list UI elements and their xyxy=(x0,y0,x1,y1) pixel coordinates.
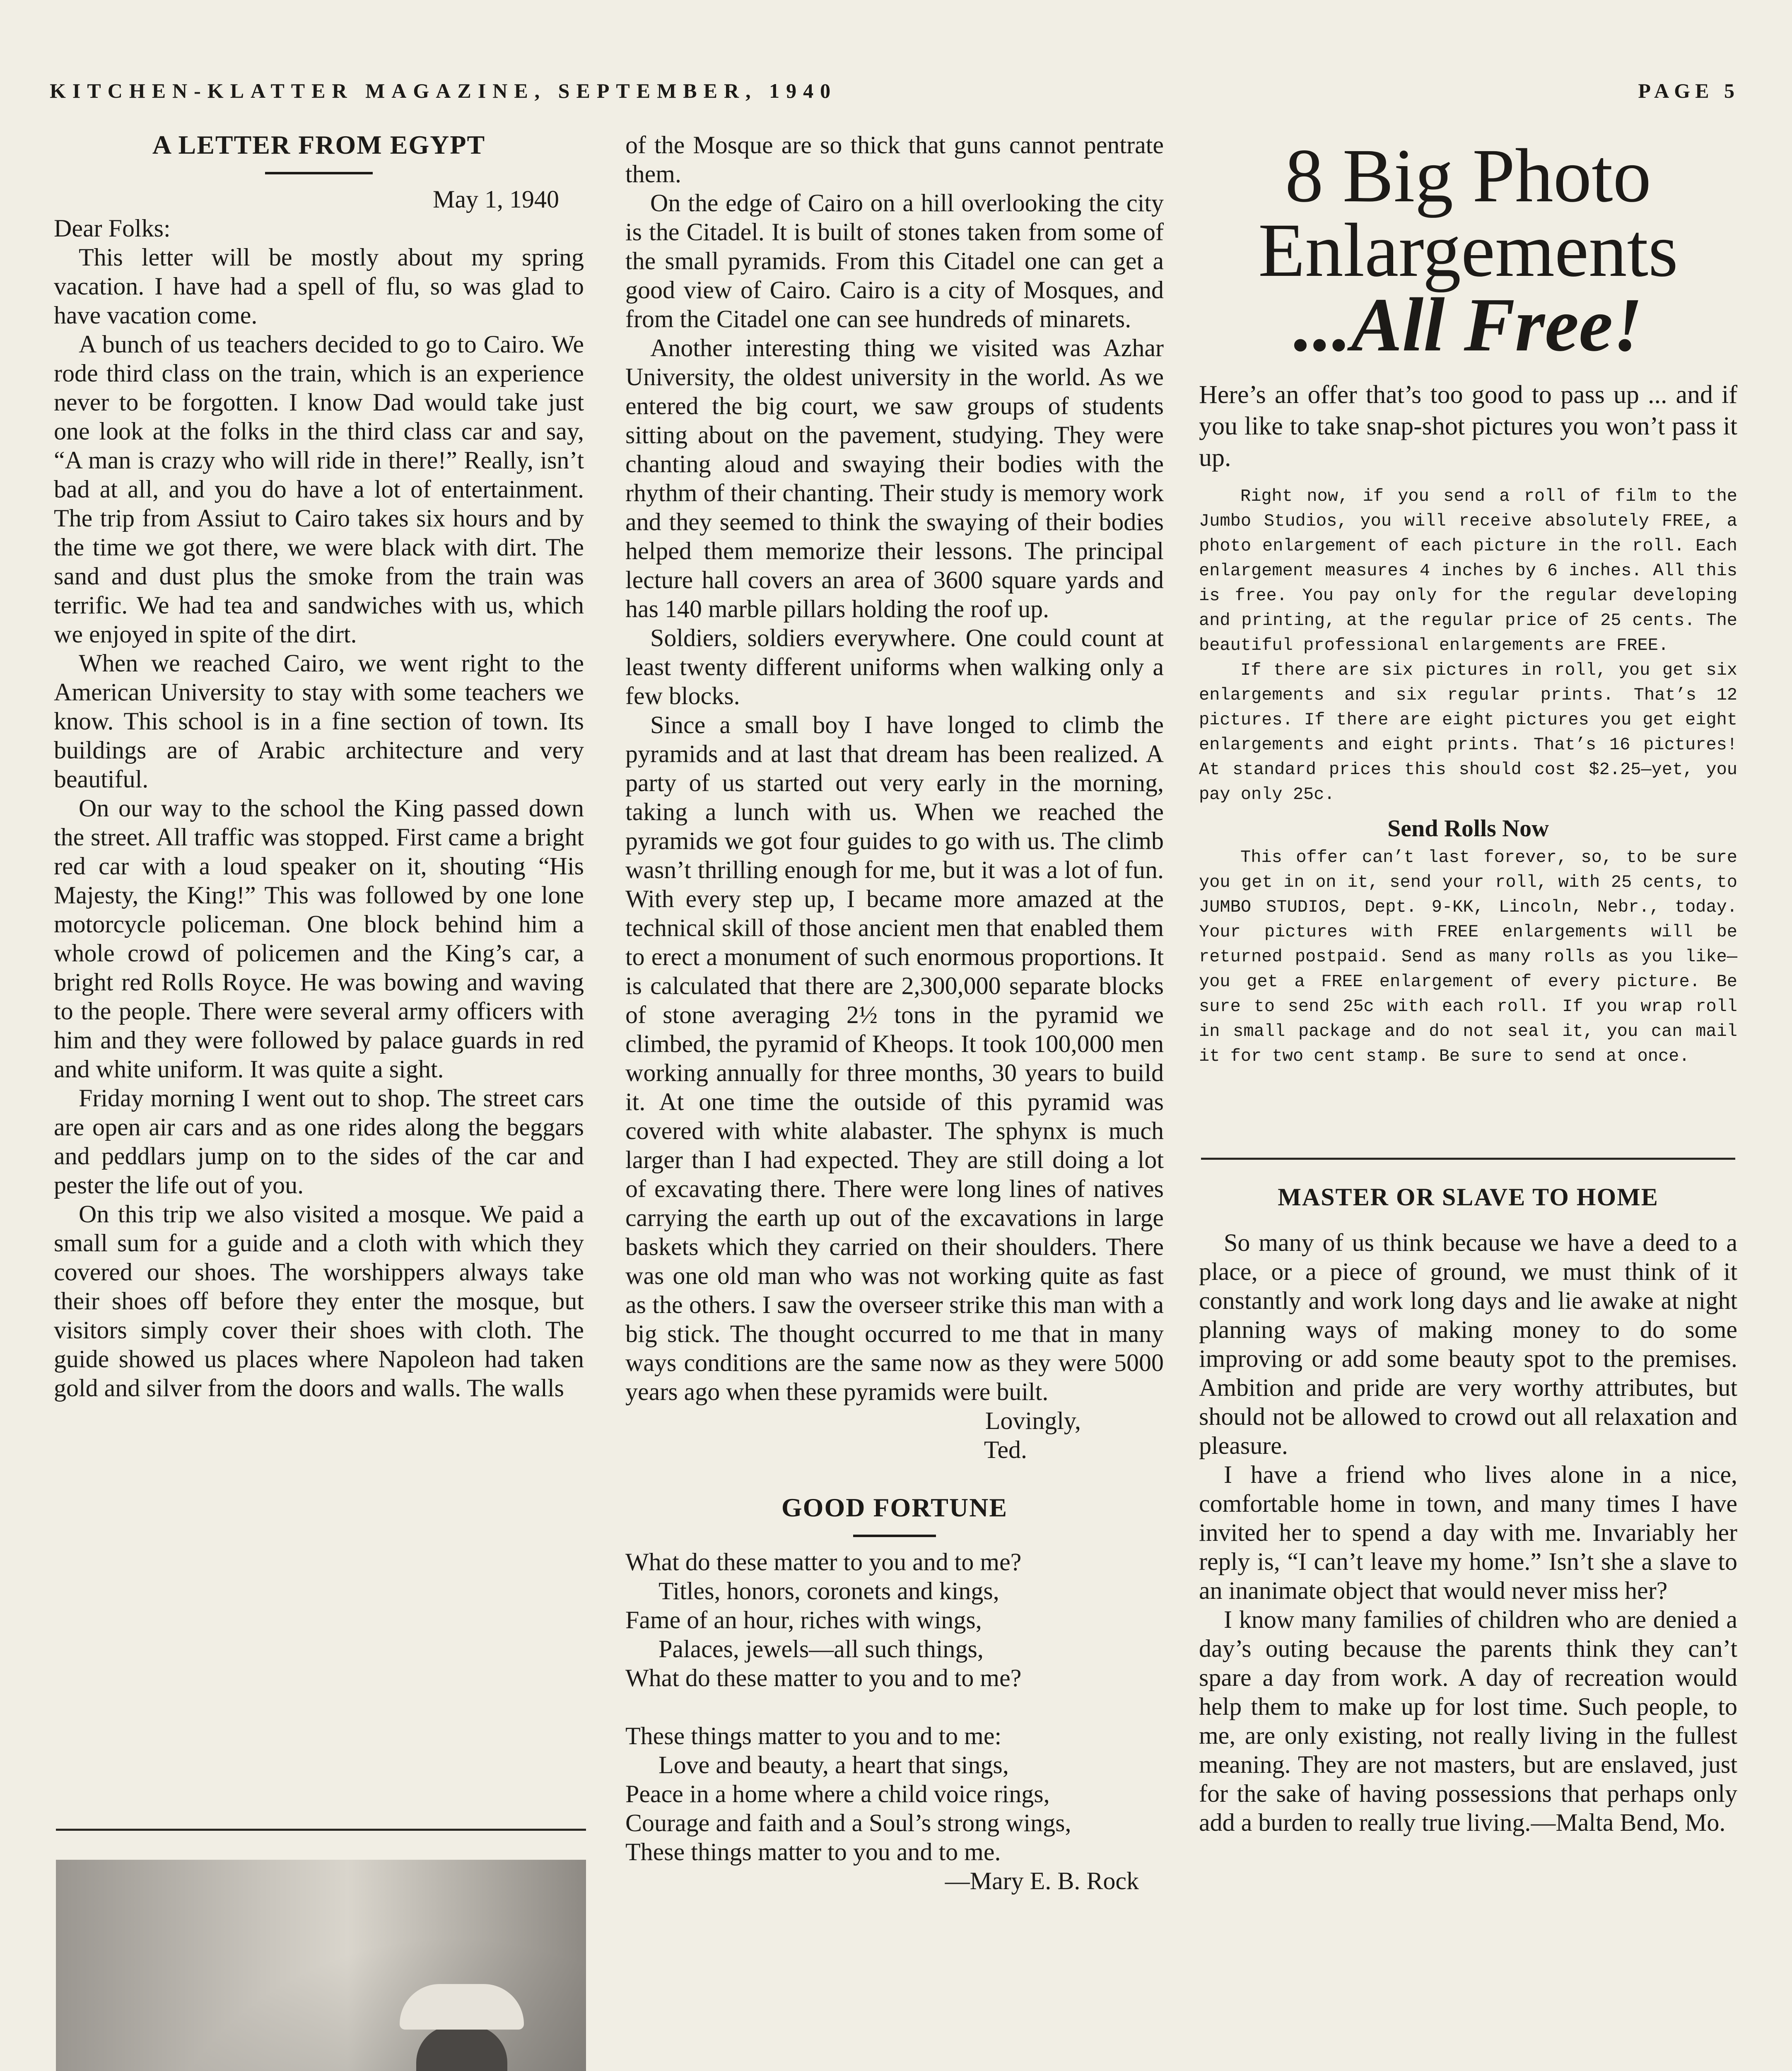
photo-shadow xyxy=(56,1860,586,2071)
photo-ad-paragraph: If there are six pictures in roll, you get six enlargements and six regular prints. That’s 12 pictures. If there are eight pictures you get eight enlargements and eight prints. That’s 16 pictures! At standard prices this should cost $2.25—yet, you pay only 25c. xyxy=(1199,660,1737,804)
column-3 xyxy=(1199,130,1737,1069)
photo-ad-paragraph: This offer can’t last forever, so, to be sure you get in on it, send your roll, with 25 cents, to JUMBO STUDIOS, Dept. 9-KK, Lincoln, Nebr., today. Your pictures with FREE enlargements will be returned postpaid. Send as many rolls as you like—you get a FREE enlargement of every picture. Be sure to send 25c with each roll. If you wrap roll in small package and do not seal it, you can mail it for two cent stamp. Be sure to send at once. xyxy=(1199,847,1737,1066)
letter-paragraph: On this trip we also visited a mosque. We paid a small sum for a guide and a cloth with which they covered our shoes. The worshippers always take their shoes off before they enter the mosque, but visitors simply cover their shoes with cloth. The guide showed us places where Napoleon had taken gold and silver from the doors and walls. The walls xyxy=(54,1200,584,1402)
photo-ad-body xyxy=(1199,484,1737,1069)
photo-ad-headline-2: Enlargements xyxy=(1258,208,1678,293)
letter-paragraph: On our way to the school the King passed down the street. All traffic was stopped. First came a bright red car with a loud speaker on it, shouting “His Majesty, the King!” This was followed by one lone motorcycle policeman. One block behind him a whole crowd of policemen and the King’s car, a bright red Rolls Royce. He was bowing and waving to the people. There were several army officers with him and they were followed by palace guards in red and white uniform. It was quite a sight. xyxy=(54,794,584,1083)
poem-line: Palaces, jewels—all such things, xyxy=(658,1635,984,1663)
masthead: KITCHEN-KLATTER MAGAZINE, SEPTEMBER, 1940 xyxy=(50,79,837,102)
master-paragraph: I have a friend who lives alone in a nice, comfortable home in town, and many times I have invited her to spend a day with me. Invariably her reply is, “I can’t leave my home.” Isn’t she a slave to an inanimate object that would never miss her? xyxy=(1199,1461,1737,1604)
letter-date: May 1, 1940 xyxy=(433,186,559,213)
poem-line: These things matter to you and to me. xyxy=(625,1838,1001,1866)
photo-ad-lead: Here’s an offer that’s too good to pass up ... and if you like to take snap-shot pictures you won’t pass it up. xyxy=(1199,381,1737,472)
letter-paragraph: On the edge of Cairo on a hill overlooking the city is the Citadel. It is built of stones taken from some of the small pyramids. From this Citadel one can get a good view of Cairo. Cairo is a city of Mosques, and from the Citadel one can see hundreds of minarets. xyxy=(625,189,1164,333)
photo-divider xyxy=(56,1829,586,1831)
letter-paragraph: A bunch of us teachers decided to go to Cairo. We rode third class on the train, which is an experience never to be forgotten. I know Dad would take just one look at the folks in the third class car and say, “A man is crazy who will ride in there!” Really, isn’t bad at all, and you do have a lot of entertainment. The trip from Assiut to Cairo takes six hours and by the time we got there, we were black with dirt. The sand and dust plus the smoke from the train was terrific. We had tea and sandwiches with us, which we enjoyed in spite of the dirt. xyxy=(54,331,584,648)
letter-paragraph: When we reached Cairo, we went right to the American University to stay with some teachers we know. This school is in a fine section of town. Its buildings are of Arabic architecture and very beautiful. xyxy=(54,649,584,793)
letter-salutation: Dear Folks: xyxy=(54,215,171,242)
letter-closing: Lovingly, xyxy=(985,1407,1081,1434)
letter-paragraph: Soldiers, soldiers everywhere. One could count at least twenty different uniforms when walking only a few blocks. xyxy=(625,624,1164,710)
master-paragraph: So many of us think because we have a deed to a place, or a piece of ground, we must think of it constantly and work long days and lie awake at night planning ways of making money to do some improving or add some beauty spot to the premises. Ambition and pride are very worthy attributes, but should not be allowed to crowd out all relaxation and pleasure. xyxy=(1199,1229,1737,1459)
letter-title: A LETTER FROM EGYPT xyxy=(152,130,486,159)
poem-line: Fame of an hour, riches with wings, xyxy=(625,1606,982,1634)
poem-line: These things matter to you and to me: xyxy=(625,1722,1002,1750)
title-divider xyxy=(265,172,373,174)
master-paragraph: I know many families of children who are denied a day’s outing because the parents think they can’t spare a day from work. A day of recreation would help them to make up for lost time. Such people, to me, are only existing, not really living in the fullest meaning. They are not masters, but are enslaved, just for the sake of having possessions that perhaps only add a burden to really true living.—Malta Bend, Mo. xyxy=(1199,1606,1737,1836)
poem-body xyxy=(625,1547,1164,1895)
letter-paragraph: This letter will be mostly about my spring vacation. I have had a spell of flu, so was glad to have vacation come. xyxy=(54,244,584,329)
photo-hat xyxy=(400,1984,524,2030)
photo-ad-headline-3: ...All Free! xyxy=(1293,282,1643,367)
photo-ad-subhead: Send Rolls Now xyxy=(1387,815,1549,842)
column-2 xyxy=(625,130,1164,1895)
poem-line: Courage and faith and a Soul’s strong wings, xyxy=(625,1809,1071,1837)
letter-signature: Ted. xyxy=(984,1436,1027,1463)
poem-line: What do these matter to you and to me? xyxy=(625,1548,1022,1576)
letter-paragraph: Another interesting thing we visited was Azhar University, the oldest university in the world. As we entered the big court, we saw groups of students sitting about on the pavement, studying. They were chanting aloud and swaying their bodies with the rhythm of their chanting. Their study is memory work and they seemed to think the swaying of their bodies helped them memorize their lessons. The principal lecture hall covers an area of 3600 square yards and has 140 marble pillars holding the roof up. xyxy=(625,334,1164,623)
poem-author: —Mary E. B. Rock xyxy=(945,1867,1139,1895)
photo-ad-paragraph: Right now, if you send a roll of film to the Jumbo Studios, you will receive absolutely FREE, a photo enlargement of each picture in the roll. Each enlargement measures 4 inches by 6 inches. All this is free. You pay only for the regular developing and printing, at the regular price of 25 cents. The beautiful professional enlargements are FREE. xyxy=(1199,486,1737,655)
poem-line: Peace in a home where a child voice rings, xyxy=(625,1780,1050,1808)
master-title: MASTER OR SLAVE TO HOME xyxy=(1278,1183,1659,1211)
poem-divider xyxy=(853,1535,936,1537)
letter-paragraph: Since a small boy I have longed to climb the pyramids and at last that dream has been realized. A party of us started out very early in the morning, taking a lunch with us. When we reached the pyramids we got four guides to go with us. The climb wasn’t thrilling enough for me, but it was a lot of fun. With every step up, I became more amazed at the technical skill of those ancient men that enabled them to erect a monument of such enormous proportions. It is calculated that there are 2,300,000 separate blocks of stone averaging 2½ tons in the pyramid we climbed, the pyramid of Kheops. It took 100,000 men working annually for three months, 30 years to build it. At one time the outside of this pyramid was covered with white alabaster. The sphynx is much larger than I had expected. They are still doing a lot of excavating there. There were long lines of natives carrying the earth up out of the excavations in large baskets which they carried on their shoulders. There was one old man who was not working quite as fast as the others. I saw the overseer strike this man with a big stick. The thought occurred to me that in many ways conditions are the same now as they were 5000 years ago when these pyramids were built. xyxy=(625,711,1164,1405)
poem-line: Titles, honors, coronets and kings, xyxy=(658,1577,999,1605)
page-header xyxy=(50,79,1739,112)
poem-line: Love and beauty, a heart that sings, xyxy=(658,1751,1009,1779)
photo-ad-headline-1: 8 Big Photo xyxy=(1285,133,1652,218)
page-number: PAGE 5 xyxy=(1638,79,1739,102)
column-1 xyxy=(54,130,584,1402)
master-article xyxy=(1199,1183,1737,1837)
poem-title: GOOD FORTUNE xyxy=(781,1493,1008,1522)
letter-continuation: of the Mosque are so thick that guns cannot pentrate them. xyxy=(625,131,1164,188)
letter-paragraph: Friday morning I went out to shop. The street cars are open air cars and as one rides along the beggars and peddlars jump on to the sides of the car and pester the life out of you. xyxy=(54,1084,584,1199)
pyramid-photo xyxy=(56,1860,586,2071)
ad-divider xyxy=(1201,1158,1735,1160)
poem-line: What do these matter to you and to me? xyxy=(625,1664,1022,1692)
